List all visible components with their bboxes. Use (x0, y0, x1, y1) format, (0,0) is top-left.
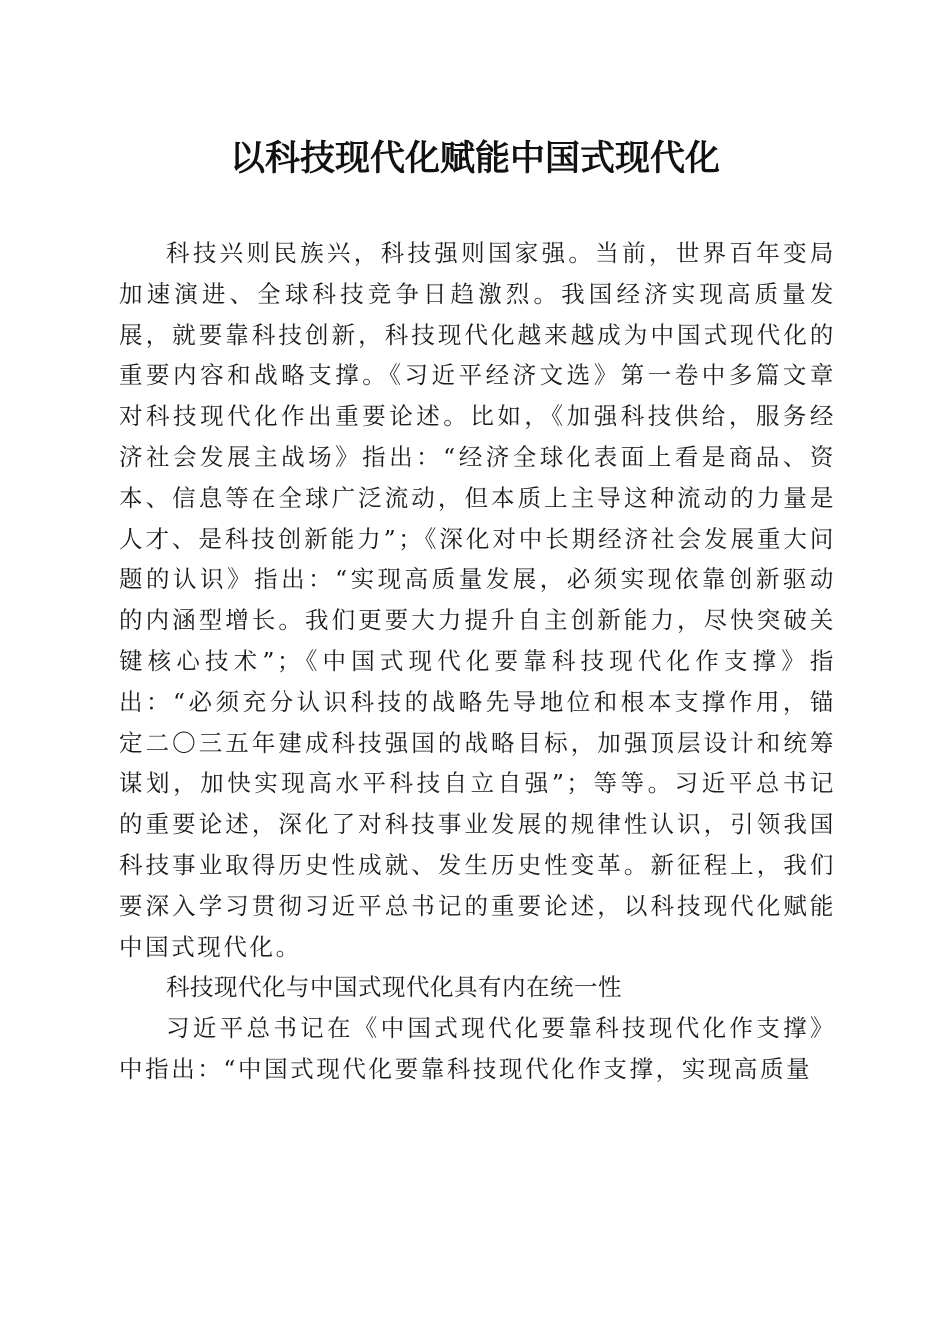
intro-paragraph: 科技兴则民族兴，科技强则国家强。当前，世界百年变局加速演进、全球科技竞争日趋激烈。我国经济实现高质量发展，就要靠科技创新，科技现代化越来越成为中国式现代化的重要内容和战略支撑。《习近平经济文选》第一卷中多篇文章对科技现代化作出重要论述。比如，《加强科技供给，服务经济社会发展主战场》指出：“经济全球化表面上看是商品、资本、信息等在全球广泛流动，但本质上主导这种流动的力量是人才、是科技创新能力”；《深化对中长期经济社会发展重大问题的认识》指出：“实现高质量发展，必须实现依靠创新驱动的内涵型增长。我们更要大力提升自主创新能力，尽快突破关键核心技术”；《中国式现代化要靠科技现代化作支撑》指出：“必须充分认识科技的战略先导地位和根本支撑作用，锚定二〇三五年建成科技强国的战略目标，加强顶层设计和统筹谋划，加快实现高水平科技自立自强”；等等。习近平总书记的重要论述，深化了对科技事业发展的规律性认识，引领我国科技事业取得历史性成就、发生历史性变革。新征程上，我们要深入学习贯彻习近平总书记的重要论述，以科技现代化赋能中国式现代化。 (119, 239, 836, 961)
document-body (119, 233, 836, 1090)
document-title: 以科技现代化赋能中国式现代化 (229, 138, 720, 179)
section-heading: 科技现代化与中国式现代化具有内在统一性 (166, 973, 622, 1002)
section-paragraph: 习近平总书记在《中国式现代化要靠科技现代化作支撑》中指出：“中国式现代化要靠科技现代化作支撑，实现高质量 (119, 1014, 836, 1083)
